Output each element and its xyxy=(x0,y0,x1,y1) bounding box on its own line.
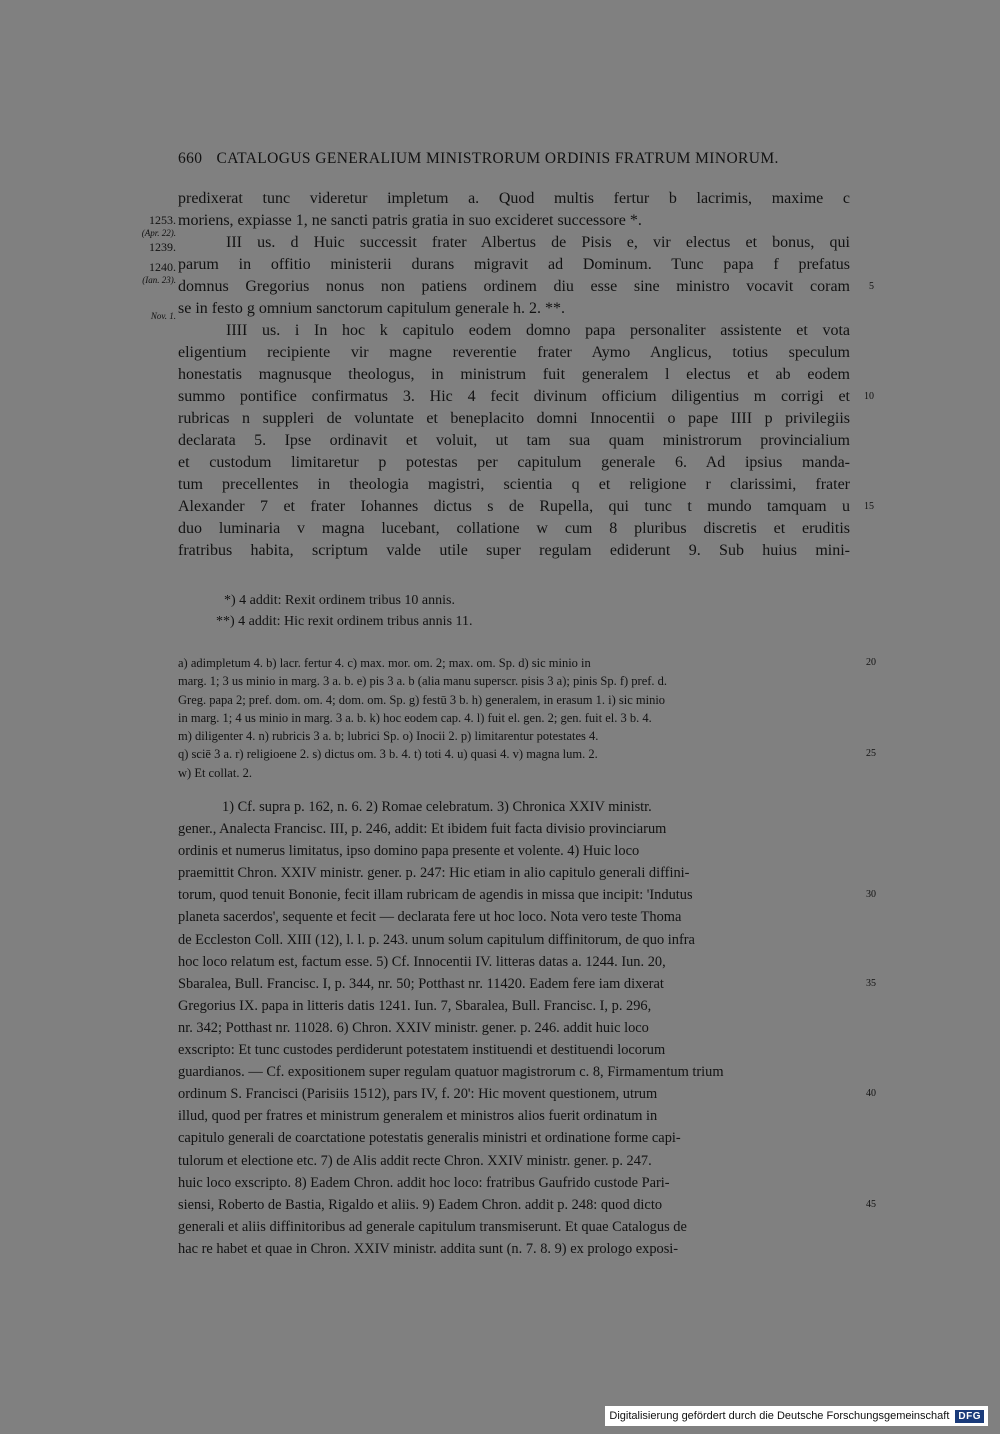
text-line: honestatis magnusque theologus, in ministrum fuit generalem l electus et ab eodem xyxy=(178,366,850,383)
text-line: predixerat tunc videretur impletum a. Quod multis fertur b lacrimis, maxime c xyxy=(178,190,850,207)
margin-date-1253 xyxy=(118,214,176,240)
star-note: **) 4 addit: Hic rexit ordinem tribus annis 11. xyxy=(216,614,473,629)
footnotes xyxy=(178,796,876,1260)
margin-day: (Apr. 22). xyxy=(141,228,176,238)
footnote-text: siensi, Roberto de Bastia, Rigaldo et aliis. 9) Eadem Chron. addit p. 248: quod dicto xyxy=(178,1196,663,1213)
variant-line: m) diligenter 4. n) rubricis 3 a. b; lubrici Sp. o) Inocii 2. p) limitarentur potestates 4. xyxy=(178,729,599,744)
footnote-line: ordinis et numerus limitatus, ipso domino papa presente et volente. 4) Huic loco xyxy=(178,843,640,860)
footnote-line: generali et aliis diffinitoribus ad generale capitulum transmiserunt. Et quae Catalogus de xyxy=(178,1218,687,1235)
footnote-text: Sbaralea, Bull. Francisc. I, p. 344, nr. 50; Potthast nr. 11420. Eadem fere iam dixerat xyxy=(178,975,664,992)
footnote-line: exscripto: Et tunc custodes perdiderunt potestatem instituendi et destituendi locorum xyxy=(178,1042,666,1059)
footnote-line: praemittit Chron. XXIV ministr. gener. p. 247: Hic etiam in alio capitulo generali diffini- xyxy=(178,865,690,882)
star-note: *) 4 addit: Rexit ordinem tribus 10 annis. xyxy=(224,593,455,608)
text-line: eligentium recipiente vir magne reverentie frater Aymo Anglicus, totius speculum xyxy=(178,344,850,361)
variant-line: marg. 1; 3 us minio in marg. 3 a. b. e) pis 3 a. b (alia manu superscr. pisis 3 a); pinis Sp. f) pref. d. xyxy=(178,674,668,689)
text-line: se in festo g omnium sanctorum capitulum generale h. 2. **. xyxy=(178,300,566,317)
margin-day: (Ian. 23). xyxy=(142,275,176,285)
text-line: rubricas n suppleri de voluntate et beneplacito domni Innocentii o pape IIII p privilegiis xyxy=(178,410,850,427)
footnote-line: capitulo generali de coarctatione potestatis generalis ministri et ordinatione forme capi- xyxy=(178,1130,681,1147)
text-line: moriens, expiasse 1, ne sancti patris gratia in suo excideret successore *. xyxy=(178,212,642,229)
footnote-line: 1) Cf. supra p. 162, n. 6. 2) Romae celebratum. 3) Chronica XXIV ministr. xyxy=(222,799,652,815)
text-line: fratribus habita, scriptum valde utile super regulam ediderunt 9. Sub huius mini- xyxy=(178,542,850,559)
line-text: Alexander 7 et frater Iohannes dictus s de Rupella, qui tunc t mundo tamquam u xyxy=(178,498,850,515)
text-line xyxy=(178,496,874,518)
text-line xyxy=(178,276,874,298)
margin-year: 1240. xyxy=(149,260,176,274)
footnote-line: gener., Analecta Francisc. III, p. 246, addit: Et ibidem fuit facta divisio provinciarum xyxy=(178,821,667,838)
footnote-text: ordinum S. Francisci (Parisiis 1512), pars IV, f. 20': Hic movent questionem, utrum xyxy=(178,1086,658,1103)
line-number: 10 xyxy=(864,391,874,402)
text-line: declarata 5. Ipse ordinavit et voluit, ut tam sua quam ministrorum provincialium xyxy=(178,432,850,449)
text-line: III us. d Huic successit frater Albertus de Pisis e, vir electus et bonus, qui xyxy=(226,234,850,251)
main-text xyxy=(141,188,874,562)
running-title: CATALOGUS GENERALIUM MINISTRORUM ORDINIS FRATRUM MINORUM. xyxy=(216,150,779,167)
margin-day: Nov. 1. xyxy=(150,311,176,321)
text-line: IIII us. i In hoc k capitulo eodem domno papa personaliter assistente et vota xyxy=(226,322,850,339)
footnote-text: torum, quod tenuit Bononie, fecit illam rubricam de agendis in missa que incipit: 'Indutus xyxy=(178,887,693,904)
footnote-line: planeta sacerdos', sequente et fecit — declarata fere ut hoc loco. Nota vero teste Thoma xyxy=(178,909,682,926)
line-number: 30 xyxy=(866,889,876,901)
margin-date-1239 xyxy=(118,241,176,254)
line-text: summo pontifice confirmatus 3. Hic 4 fecit divinum officium diligentius m corrigi et xyxy=(178,388,850,405)
footer-text: Digitalisierung gefördert durch die Deutsche Forschungsgemeinschaft xyxy=(609,1410,950,1422)
variant-text: q) sciē 3 a. r) religioene 2. s) dictus om. 3 b. 4. t) toti 4. u) quasi 4. v) magna lum. 2. xyxy=(178,747,598,762)
running-header xyxy=(178,150,838,168)
footnote-line: nr. 342; Potthast nr. 11028. 6) Chron. XXIV ministr. gener. p. 246. addit huic loco xyxy=(178,1019,649,1036)
line-text: domnus Gregorius nonus non patiens ordinem diu esse sine ministro vocavit coram xyxy=(178,278,850,295)
line-number: 20 xyxy=(866,657,876,668)
footnote-line: hac re habet et quae in Chron. XXIV ministr. addita sunt (n. 7. 8. 9) ex prologo exposi- xyxy=(178,1240,679,1257)
text-line: duo luminaria v magna lucebant, collatione w cum 8 pluribus discretis et eruditis xyxy=(178,520,850,537)
variant-text: a) adimpletum 4. b) lacr. fertur 4. c) max. mor. om. 2; max. om. Sp. d) sic minio in xyxy=(178,656,591,670)
dfg-footer-banner xyxy=(605,1406,988,1426)
footnote-line: de Eccleston Coll. XIII (12), l. l. p. 243. unum solum capitulum diffinitorum, de quo infra xyxy=(178,931,695,948)
footnote-line xyxy=(178,973,876,995)
margin-year: 1253. xyxy=(149,213,176,227)
text-line xyxy=(178,386,874,408)
footnote-line xyxy=(178,1194,876,1216)
line-number: 40 xyxy=(866,1088,876,1100)
variant-line: w) Et collat. 2. xyxy=(178,765,252,780)
footnote-line: tulorum et electione etc. 7) de Alis addit recte Chron. XXIV ministr. gener. p. 247. xyxy=(178,1152,652,1169)
footnote-line: Gregorius IX. papa in litteris datis 1241. Iun. 7, Sbaralea, Bull. Francisc. I, p. 296, xyxy=(178,997,652,1014)
text-line: parum in offitio ministerii durans migravit ad Dominum. Tunc papa f prefatus xyxy=(178,256,850,273)
line-number: 15 xyxy=(864,501,874,512)
footnote-line xyxy=(178,1083,876,1105)
margin-date-nov1 xyxy=(118,310,176,323)
footnote-line: illud, quod per fratres et ministrum generalem et ministros alios fuerit ordinatum in xyxy=(178,1108,658,1125)
text-line: et custodum limitaretur p potestas per capitulum generale 6. Ad ipsius manda- xyxy=(178,454,850,471)
line-number: 45 xyxy=(866,1198,876,1210)
line-number: 5 xyxy=(869,281,874,292)
text-line: tum precellentes in theologia magistri, scientia q et religione r clarissimi, frater xyxy=(178,476,850,493)
line-number: 35 xyxy=(866,977,876,989)
footnote-line: hoc loco relatum est, factum esse. 5) Cf. Innocentii IV. litteras datas a. 1244. Iun. 20, xyxy=(178,953,666,970)
variant-apparatus xyxy=(178,654,876,782)
footnote-line: huic loco exscripto. 8) Eadem Chron. addit hoc loco: fratribus Gaufrido custode Pari- xyxy=(178,1174,670,1191)
margin-date-1240 xyxy=(118,261,176,287)
variant-line xyxy=(178,745,876,763)
dfg-logo-icon: DFG xyxy=(955,1410,984,1423)
page-number: 660 xyxy=(178,150,203,167)
footnote-line xyxy=(178,884,876,906)
variant-line: in marg. 1; 4 us minio in marg. 3 a. b. k) hoc eodem cap. 4. l) fuit el. gen. 2; gen. fuit el. 3 b. 4. xyxy=(178,710,652,725)
variant-line xyxy=(178,654,876,672)
margin-year: 1239. xyxy=(149,240,176,254)
variant-line: Greg. papa 2; pref. dom. om. 4; dom. om. Sp. g) festū 3 b. h) generalem, in erasum 1. i) sic minio xyxy=(178,692,666,707)
star-notes xyxy=(178,590,838,632)
line-number: 25 xyxy=(866,748,876,760)
footnote-line: guardianos. — Cf. expositionem super regulam quatuor magistrorum c. 8, Firmamentum trium xyxy=(178,1064,724,1081)
